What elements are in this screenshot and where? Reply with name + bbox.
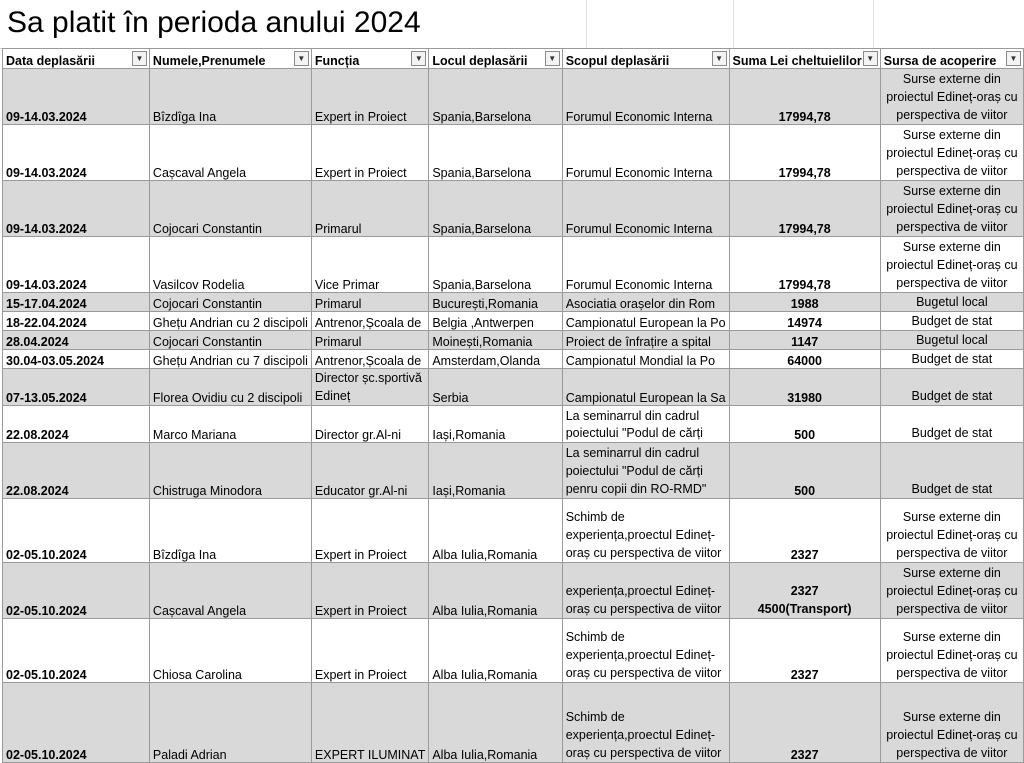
cell-role[interactable]: Vice Primar <box>311 237 428 293</box>
gridline <box>586 0 587 48</box>
cell-sum[interactable]: 500 <box>729 406 880 443</box>
cell-name[interactable]: Vasilcov Rodelia <box>149 237 311 293</box>
table-row <box>3 181 1024 237</box>
cell-sum-value: 2327 <box>790 584 819 598</box>
filter-dropdown-icon[interactable]: ▼ <box>545 51 560 66</box>
cell-sum[interactable]: 31980 <box>729 369 880 406</box>
filter-dropdown-icon[interactable]: ▼ <box>411 51 426 66</box>
cell-date[interactable]: 09-14.03.2024 <box>3 181 150 237</box>
cell-source[interactable]: Budget de stat <box>880 312 1023 331</box>
cell-sum[interactable]: 2327 <box>729 619 880 683</box>
table-row <box>3 563 1024 619</box>
cell-date[interactable]: 15-17.04.2024 <box>3 293 150 312</box>
cell-purpose[interactable]: La seminarrul din cadrul poiectului "Podul de cărți <box>562 406 729 443</box>
cell-role[interactable]: Expert in Proiect <box>311 125 428 181</box>
header-purpose[interactable] <box>562 49 729 69</box>
cell-name[interactable]: Cașcaval Angela <box>149 563 311 619</box>
cell-purpose[interactable]: Schimb de experiența,proectul Edineț-oraș cu perspectiva de viitor <box>562 683 729 763</box>
cell-source[interactable]: Surse externe din proiectul Edineț-oraș cu perspectiva de viitor <box>880 69 1023 125</box>
cell-date[interactable]: 09-14.03.2024 <box>3 69 150 125</box>
cell-sum[interactable]: 17994,78 <box>729 181 880 237</box>
cell-name[interactable]: Marco Mariana <box>149 406 311 443</box>
filter-dropdown-icon[interactable]: ▼ <box>1006 51 1021 66</box>
cell-role[interactable]: EXPERT ILUMINAT <box>311 683 428 763</box>
cell-name[interactable]: Florea Ovidiu cu 2 discipoli <box>149 369 311 406</box>
table-row <box>3 312 1024 331</box>
cell-name[interactable]: Cojocari Constantin <box>149 293 311 312</box>
cell-sum[interactable] <box>729 563 880 619</box>
table-row <box>3 499 1024 563</box>
cell-purpose[interactable]: Forumul Economic Interna <box>562 237 729 293</box>
cell-purpose[interactable]: Forumul Economic Interna <box>562 69 729 125</box>
cell-purpose[interactable]: experiența,proectul Edineț-oraș cu perspectiva de viitor <box>562 563 729 619</box>
cell-place[interactable]: Alba Iulia,Romania <box>429 563 562 619</box>
cell-source[interactable]: Budget de stat <box>880 443 1023 499</box>
cell-source[interactable]: Surse externe din proiectul Edineț-oraș cu perspectiva de viitor <box>880 181 1023 237</box>
header-label: Data deplasării <box>6 54 95 68</box>
cell-source[interactable]: Surse externe din proiectul Edineț-oraș cu perspectiva de viitor <box>880 619 1023 683</box>
header-sum[interactable] <box>729 49 880 69</box>
cell-source[interactable]: Surse externe din proiectul Edineț-oraș cu perspectiva de viitor <box>880 237 1023 293</box>
cell-role[interactable]: Director șc.sportivă Edineț <box>311 369 428 406</box>
cell-sum[interactable]: 1988 <box>729 293 880 312</box>
cell-role[interactable]: Primarul <box>311 331 428 350</box>
cell-sum[interactable]: 2327 <box>729 499 880 563</box>
cell-purpose[interactable]: Proiect de înfrațire a spital <box>562 331 729 350</box>
table-row <box>3 406 1024 443</box>
table-row <box>3 350 1024 369</box>
cell-sum[interactable]: 1147 <box>729 331 880 350</box>
cell-name[interactable]: Chistruga Minodora <box>149 443 311 499</box>
cell-source[interactable]: Bugetul local <box>880 293 1023 312</box>
cell-date[interactable]: 22.08.2024 <box>3 443 150 499</box>
table-row <box>3 331 1024 350</box>
cell-place[interactable]: Serbia <box>429 369 562 406</box>
filter-dropdown-icon[interactable]: ▼ <box>132 51 147 66</box>
table-row <box>3 619 1024 683</box>
header-source[interactable] <box>880 49 1023 69</box>
cell-source[interactable]: Bugetul local <box>880 331 1023 350</box>
cell-place[interactable]: Alba Iulia,Romania <box>429 683 562 763</box>
cell-purpose[interactable]: La seminarrul din cadrul poiectului "Podul de cărți penru copii din RO-RMD" <box>562 443 729 499</box>
sheet-title[interactable]: Sa platit în perioda anului 2024 <box>7 6 421 39</box>
cell-date[interactable]: 28.04.2024 <box>3 331 150 350</box>
cell-name[interactable]: Ghețu Andrian cu 7 discipoli <box>149 350 311 369</box>
cell-source[interactable]: Surse externe din proiectul Edineț-oraș cu perspectiva de viitor <box>880 125 1023 181</box>
cell-name[interactable]: Cojocari Constantin <box>149 181 311 237</box>
header-place[interactable] <box>429 49 562 69</box>
cell-date[interactable]: 22.08.2024 <box>3 406 150 443</box>
cell-role[interactable]: Expert in Proiect <box>311 69 428 125</box>
title-row <box>0 0 1024 49</box>
cell-sum[interactable]: 17994,78 <box>729 125 880 181</box>
cell-role[interactable]: Antrenor,Școala de <box>311 312 428 331</box>
cell-place[interactable]: Spania,Barselona <box>429 125 562 181</box>
cell-date[interactable]: 18-22.04.2024 <box>3 312 150 331</box>
cell-name[interactable]: Paladi Adrian <box>149 683 311 763</box>
cell-role[interactable]: Expert in Proiect <box>311 563 428 619</box>
cell-purpose[interactable]: Asociatia orașelor din Rom <box>562 293 729 312</box>
cell-purpose[interactable]: Schimb de experiența,proectul Edineț-oraș cu perspectiva de viitor <box>562 619 729 683</box>
cell-purpose[interactable]: Forumul Economic Interna <box>562 181 729 237</box>
table-row <box>3 683 1024 763</box>
cell-sum[interactable]: 2327 <box>729 683 880 763</box>
table-row <box>3 443 1024 499</box>
gridline <box>733 0 734 48</box>
cell-purpose[interactable]: Campionatul European la Po <box>562 312 729 331</box>
cell-date[interactable]: 02-05.10.2024 <box>3 683 150 763</box>
cell-place[interactable]: Iași,Romania <box>429 406 562 443</box>
cell-place[interactable]: Alba Iulia,Romania <box>429 619 562 683</box>
cell-place[interactable]: Spania,Barselona <box>429 181 562 237</box>
header-label: Numele,Prenumele <box>152 54 266 68</box>
cell-source[interactable]: Budget de stat <box>880 350 1023 369</box>
cell-place[interactable]: București,Romania <box>429 293 562 312</box>
header-label: Scopul deplasării <box>565 54 670 68</box>
cell-sum[interactable]: 500 <box>729 443 880 499</box>
cell-purpose[interactable]: Forumul Economic Interna <box>562 125 729 181</box>
cell-sum-transport: 4500(Transport) <box>757 602 852 616</box>
filter-dropdown-icon[interactable]: ▼ <box>294 51 309 66</box>
cell-source[interactable]: Surse externe din proiectul Edineț-oraș cu perspectiva de viitor <box>880 683 1023 763</box>
cell-sum[interactable]: 17994,78 <box>729 69 880 125</box>
cell-place[interactable]: Amsterdam,Olanda <box>429 350 562 369</box>
cell-name[interactable]: Bîzdîga Ina <box>149 499 311 563</box>
cell-place[interactable]: Belgia ,Antwerpen <box>429 312 562 331</box>
header-role[interactable] <box>311 49 428 69</box>
table-row <box>3 237 1024 293</box>
cell-date[interactable]: 02-05.10.2024 <box>3 563 150 619</box>
cell-sum[interactable]: 14974 <box>729 312 880 331</box>
cell-sum[interactable]: 17994,78 <box>729 237 880 293</box>
cell-date[interactable]: 07-13.05.2024 <box>3 369 150 406</box>
cell-place[interactable]: Spania,Barselona <box>429 237 562 293</box>
spreadsheet-table <box>2 48 1024 763</box>
cell-place[interactable]: Moinești,Romania <box>429 331 562 350</box>
cell-date[interactable]: 09-14.03.2024 <box>3 125 150 181</box>
cell-source[interactable]: Budget de stat <box>880 369 1023 406</box>
cell-source[interactable]: Surse externe din proiectul Edineț-oraș cu perspectiva de viitor <box>880 563 1023 619</box>
header-label: Sursa de acoperire <box>883 54 997 68</box>
cell-place[interactable]: Alba Iulia,Romania <box>429 499 562 563</box>
cell-name[interactable]: Cojocari Constantin <box>149 331 311 350</box>
cell-date[interactable]: 09-14.03.2024 <box>3 237 150 293</box>
table-row <box>3 293 1024 312</box>
cell-place[interactable]: Spania,Barselona <box>429 69 562 125</box>
cell-name[interactable]: Cașcaval Angela <box>149 125 311 181</box>
cell-source[interactable]: Surse externe din proiectul Edineț-oraș cu perspectiva de viitor <box>880 499 1023 563</box>
cell-sum[interactable]: 64000 <box>729 350 880 369</box>
cell-name[interactable]: Bîzdîga Ina <box>149 69 311 125</box>
table-row <box>3 369 1024 406</box>
cell-purpose[interactable]: Campionatul European la Sa <box>562 369 729 406</box>
cell-source[interactable]: Budget de stat <box>880 406 1023 443</box>
header-label: Funcția <box>314 54 360 68</box>
cell-role[interactable]: Antrenor,Școala de <box>311 350 428 369</box>
header-name[interactable] <box>149 49 311 69</box>
cell-role[interactable]: Director gr.Al-ni <box>311 406 428 443</box>
header-row <box>3 49 1024 69</box>
cell-role[interactable]: Educator gr.Al-ni <box>311 443 428 499</box>
header-date[interactable] <box>3 49 150 69</box>
cell-place[interactable]: Iași,Romania <box>429 443 562 499</box>
cell-role[interactable]: Expert in Proiect <box>311 619 428 683</box>
cell-date[interactable]: 02-05.10.2024 <box>3 499 150 563</box>
cell-purpose[interactable]: Schimb de experiența,proectul Edineț-oraș cu perspectiva de viitor <box>562 499 729 563</box>
cell-role[interactable]: Expert in Proiect <box>311 499 428 563</box>
gridline <box>873 0 874 48</box>
cell-role[interactable]: Primarul <box>311 293 428 312</box>
cell-name[interactable]: Chiosa Carolina <box>149 619 311 683</box>
cell-role[interactable]: Primarul <box>311 181 428 237</box>
cell-date[interactable]: 30.04-03.05.2024 <box>3 350 150 369</box>
cell-date[interactable]: 02-05.10.2024 <box>3 619 150 683</box>
cell-purpose[interactable]: Campionatul Mondial la Po <box>562 350 729 369</box>
filter-dropdown-icon[interactable]: ▼ <box>863 51 878 66</box>
table-row <box>3 69 1024 125</box>
header-label: Suma Lei cheltuielilor <box>732 54 862 68</box>
header-label: Locul deplasării <box>432 54 528 68</box>
filter-dropdown-icon[interactable]: ▼ <box>712 51 727 66</box>
table-row <box>3 125 1024 181</box>
cell-name[interactable]: Ghețu Andrian cu 2 discipoli <box>149 312 311 331</box>
